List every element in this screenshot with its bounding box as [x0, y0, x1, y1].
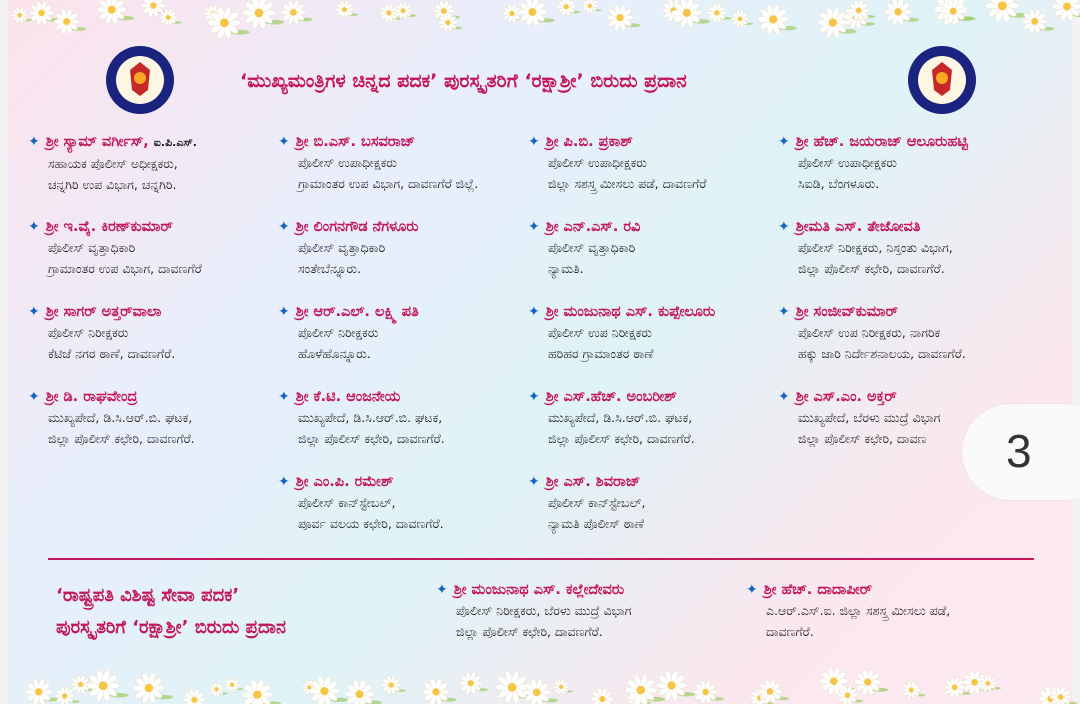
- daisy-flower-icon: [582, 0, 598, 14]
- awardee-office: ನ್ಯಾಮತಿ ಪೊಲೀಸ್ ಠಾಣೆ: [548, 516, 644, 531]
- daisy-flower-icon: [97, 0, 126, 25]
- awardee-name: ✦ ಶ್ರೀ ಎಸ್.ಹೆಚ್. ಅಂಬರೀಶ್: [528, 389, 677, 405]
- daisy-flower-icon: [25, 678, 52, 704]
- flower-border-bottom: [0, 660, 1080, 704]
- awardee-designation: ಸಹಾಯಕ ಪೊಲೀಸ್ ಅಧೀಕ್ಷಕರು,: [48, 156, 178, 171]
- daisy-flower-icon: [607, 4, 634, 31]
- daisy-flower-icon: [336, 1, 354, 19]
- awardee-name: ✦ ಶ್ರೀ ಬಿ.ಎಸ್. ಬಸವರಾಜ್: [278, 134, 416, 150]
- daisy-flower-icon: [884, 0, 912, 26]
- awardee-designation: ಮುಖ್ಯಪೇದೆ, ಡಿ.ಸಿ.ಆರ್.ಬಿ. ಘಟಕ,: [48, 410, 193, 425]
- awardee-name: ✦ ಶ್ರೀ ಪಿ.ಬಿ. ಪ್ರಕಾಶ್: [528, 134, 633, 150]
- star-bullet-icon: ✦: [528, 219, 540, 235]
- star-bullet-icon: ✦: [278, 134, 290, 150]
- star-bullet-icon: ✦: [278, 474, 290, 490]
- star-bullet-icon: ✦: [778, 134, 790, 150]
- awardee-office: ಜಿಲ್ಲಾ ಪೊಲೀಸ್ ಕಛೇರಿ, ದಾವಣಗೆರೆ.: [48, 431, 195, 446]
- daisy-flower-icon: [281, 0, 306, 25]
- page-number: 3: [1006, 425, 1032, 477]
- daisy-flower-icon: [243, 0, 276, 29]
- daisy-flower-icon: [591, 688, 614, 704]
- daisy-flower-icon: [625, 674, 657, 704]
- left-border: [0, 0, 8, 704]
- daisy-flower-icon: [518, 0, 547, 27]
- daisy-flower-icon: [817, 7, 848, 38]
- awardee-entry: [778, 217, 1023, 279]
- awardee-entry: [528, 387, 773, 449]
- awardee-name: ✦ ಶ್ರೀ ಎನ್.ಎಸ್. ರವಿ: [528, 219, 641, 235]
- awardee-office: ಜಿಲ್ಲಾ ಪೊಲೀಸ್ ಕಛೇರಿ, ದಾವಣಗೆರೆ.: [456, 624, 603, 639]
- star-bullet-icon: ✦: [28, 219, 40, 235]
- awardee-entry: [28, 132, 273, 195]
- daisy-flower-icon: [758, 4, 789, 35]
- daisy-flower-icon: [459, 672, 482, 695]
- star-bullet-icon: ✦: [28, 304, 40, 320]
- awardee-name: ✦ ಶ್ರೀ ಎಂ.ಪಿ. ರಮೇಶ್: [278, 474, 394, 490]
- daisy-flower-icon: [183, 688, 206, 704]
- awardee-designation: ಪೊಲೀಸ್ ನಿರೀಕ್ಷಕರು: [298, 325, 379, 340]
- daisy-flower-icon: [209, 682, 224, 697]
- awardee-designation: ಪೊಲೀಸ್ ಉಪಾಧೀಕ್ಷಕರು: [548, 155, 647, 170]
- awardee-name: ✦ ಶ್ರೀ ಸಂಜೀವ್‌ಕುಮಾರ್: [778, 304, 899, 320]
- daisy-flower-icon: [656, 670, 687, 701]
- awardee-name: ✦ ಶ್ರೀ ಮಂಜುನಾಥ ಎಸ್. ಕುಪ್ಪೇಲೂರು: [528, 304, 716, 320]
- awardee-name: ✦ ಶ್ರೀ ಸಾಗರ್ ಅತ್ತರ್‌ವಾಲಾ: [28, 304, 162, 320]
- awardee-name: ✦ ಶ್ರೀ ಹೆಚ್. ದಾದಾಪೀರ್: [746, 582, 873, 598]
- awardee-entry: [528, 472, 773, 534]
- awardee-office: ನ್ಯಾಮತಿ.: [548, 261, 584, 276]
- awardee-name: ✦ ಶ್ರೀ ಕೆ.ಟಿ. ಆಂಜನೇಯ: [278, 389, 401, 405]
- daisy-flower-icon: [986, 0, 1019, 23]
- daisy-flower-icon: [731, 10, 748, 27]
- awardee-designation: ಪೊಲೀಸ್ ಉಪ ನಿರೀಕ್ಷಕರು, ನಾಗರಿಕ: [798, 325, 941, 340]
- daisy-flower-icon: [87, 669, 120, 702]
- awardee-office: ಸಿಐಡಿ, ಬೆಂಗಳೂರು.: [798, 176, 880, 191]
- flower-border-top: [0, 0, 1080, 46]
- star-bullet-icon: ✦: [528, 474, 540, 490]
- awardee-entry: [436, 580, 681, 642]
- awardee-designation: ಪೊಲೀಸ್ ಕಾನ್‌ಸ್ಟೇಬಲ್,: [298, 495, 396, 510]
- awardee-entry: [28, 217, 273, 279]
- awardee-designation: ಪೊಲೀಸ್ ನಿರೀಕ್ಷಕರು, ಬೆರಳು ಮುದ್ರೆ ವಿಭಾಗ: [456, 603, 632, 618]
- awardee-entry: [28, 387, 273, 449]
- awardee-entry: [778, 302, 1023, 364]
- daisy-flower-icon: [672, 0, 703, 28]
- star-bullet-icon: ✦: [778, 219, 790, 235]
- daisy-flower-icon: [1022, 8, 1048, 34]
- bottom-title-line2: ಪುರಸ್ಕೃತರಿಗೆ ‘ರಕ್ಷಾಶ್ರೀ’ ಬಿರುದು ಪ್ರದಾನ: [56, 617, 286, 638]
- awardee-entry: [278, 472, 523, 534]
- awardee-entry: [778, 132, 1023, 194]
- awardee-designation: ಎ.ಆರ್.ಎಸ್.ಐ. ಜಿಲ್ಲಾ ಸಶಸ್ತ್ರ ಮೀಸಲು ಪಡೆ,: [766, 603, 951, 618]
- awardee-office: ಹರಿಹರ ಗ್ರಾಮಾಂತರ ಠಾಣೆ: [548, 346, 654, 361]
- awardee-designation: ಪೊಲೀಸ್ ನಿರೀಕ್ಷಕರು: [48, 325, 129, 340]
- awardee-name: ✦ ಶ್ರೀ ಆರ್.ಎಲ್. ಲಕ್ಷ್ಮಿ ಪತಿ: [278, 304, 419, 320]
- awardee-designation: ಪೊಲೀಸ್ ವೃತ್ತಾಧಿಕಾರಿ: [548, 240, 636, 255]
- awardee-designation: ಪೊಲೀಸ್ ನಿರೀಕ್ಷಕರು, ನಿಸ್ತಂತು ವಿಭಾಗ,: [798, 240, 953, 255]
- awardee-entry: [278, 217, 523, 279]
- awardee-office: ಗ್ರಾಮಾಂತರ ಉಪ ವಿಭಾಗ, ದಾವಣಗೆರೆ ಜಿಲ್ಲೆ.: [298, 176, 479, 191]
- star-bullet-icon: ✦: [528, 389, 540, 405]
- daisy-flower-icon: [496, 671, 529, 704]
- daisy-flower-icon: [29, 1, 53, 26]
- awardee-office: ಜಿಲ್ಲಾ ಸಶಸ್ತ್ರ ಮೀಸಲು ಪಡೆ, ದಾವಣಗೆರೆ: [548, 176, 707, 191]
- star-bullet-icon: ✦: [278, 389, 290, 405]
- awardee-office: ದಾವಣಗೆರೆ.: [766, 624, 814, 639]
- awardee-name: ✦ ಶ್ರೀ ಮಂಜುನಾಥ ಎಸ್. ಕಲ್ಲೇದೇವರು: [436, 582, 625, 598]
- police-emblem-right-icon: [906, 44, 978, 116]
- daisy-flower-icon: [225, 677, 240, 692]
- awardee-entry: [746, 580, 991, 642]
- awardee-entry: [278, 132, 523, 194]
- bottom-title-line1: ‘ರಾಷ್ಟ್ರಪತಿ ವಿಶಿಷ್ಟ ಸೇವಾ ಪದಕ’: [56, 585, 240, 606]
- awardee-designation: ಪೊಲೀಸ್ ಉಪಾಧೀಕ್ಷಕರು: [798, 155, 897, 170]
- awardee-entry: [528, 132, 773, 194]
- bottom-section-title: [56, 580, 286, 644]
- awardee-entry: [278, 387, 523, 449]
- daisy-flower-icon: [854, 668, 881, 695]
- awardee-office: ಜಿಲ್ಲಾ ಪೊಲೀಸ್ ಕಛೇರಿ, ದಾವಣಗೆರೆ.: [298, 431, 445, 446]
- awardee-name: ✦ ಶ್ರೀ ಡಿ. ರಾಘವೇಂದ್ರ: [28, 389, 138, 405]
- daisy-flower-icon: [11, 7, 28, 24]
- awardee-entry: [528, 217, 773, 279]
- daisy-flower-icon: [309, 676, 340, 704]
- daisy-flower-icon: [55, 686, 75, 704]
- awardee-name: ✦ ಶ್ರೀ ಸ್ಯಾಮ್ ವರ್ಗೀಸ್, ಐ.ಪಿ.ಎಸ್.: [28, 134, 197, 150]
- awardee-designation: ಪೊಲೀಸ್ ಕಾನ್‌ಸ್ಟೇಬಲ್,: [548, 495, 646, 510]
- awardee-name: ✦ ಶ್ರೀ ಇ.ವೈ. ಕಿರಣ್‌ಕುಮಾರ್: [28, 219, 173, 235]
- awardee-designation: ಪೊಲೀಸ್ ವೃತ್ತಾಧಿಕಾರಿ: [298, 240, 386, 255]
- awardee-office: ಜಿಲ್ಲಾ ಪೊಲೀಸ್ ಕಛೇರಿ, ದಾವಣ: [798, 431, 927, 446]
- daisy-flower-icon: [141, 0, 165, 18]
- star-bullet-icon: ✦: [436, 582, 448, 598]
- star-bullet-icon: ✦: [528, 304, 540, 320]
- police-emblem-left-icon: [104, 44, 176, 116]
- awardee-office: ಹಕ್ಕು ಜಾರಿ ನಿರ್ದೇಶನಾಲಯ, ದಾವಣಗೆರೆ.: [798, 346, 966, 361]
- awardee-office: ಪೂರ್ವ ವಲಯ ಕಛೇರಿ, ದಾವಣಗೆರೆ.: [298, 516, 444, 531]
- awardee-name: ✦ ಶ್ರೀ ಎಸ್.ಎಂ. ಅಕ್ತರ್: [778, 389, 897, 405]
- awardee-designation: ಮುಖ್ಯಪೇದೆ, ಬೆರಳು ಮುದ್ರೆ ವಿಭಾಗ: [798, 410, 941, 425]
- star-bullet-icon: ✦: [778, 304, 790, 320]
- awardee-entry: [528, 302, 773, 364]
- star-bullet-icon: ✦: [278, 304, 290, 320]
- awardee-entry: [278, 302, 523, 364]
- daisy-flower-icon: [422, 678, 449, 704]
- daisy-flower-icon: [345, 679, 375, 704]
- star-bullet-icon: ✦: [746, 582, 758, 598]
- awardee-office: ಜಿಲ್ಲಾ ಪೊಲೀಸ್ ಕಛೇರಿ, ದಾವಣಗೆರೆ.: [798, 261, 945, 276]
- awardee-office: ಕೆಟಿಜೆ ನಗರ ಠಾಣೆ, ದಾವಣಗೆರೆ.: [48, 346, 176, 361]
- awardee-office: ಸಂತೇಬೆನ್ನೂರು.: [298, 261, 362, 276]
- awardee-entry: [28, 302, 273, 364]
- daisy-flower-icon: [944, 677, 965, 698]
- poster-title: ‘ಮುಖ್ಯಮಂತ್ರಿಗಳ ಚಿನ್ನದ ಪದಕ’ ಪುರಸ್ಕೃತರಿಗೆ ‘ರಕ್ಷಾಶ್ರೀ’ ಬಿರುದು ಪ್ರದಾನ: [240, 70, 687, 92]
- page-number-badge: [962, 404, 1080, 500]
- daisy-flower-icon: [902, 681, 920, 700]
- daisy-flower-icon: [707, 3, 727, 23]
- awardee-name: ✦ ಶ್ರೀ ಲಿಂಗನಗೌಡ ನೆಗಳೂರು: [278, 219, 419, 235]
- awardee-office: ಗ್ರಾಮಾಂತರ ಉಪ ವಿಭಾಗ, ದಾವಣಗೆರೆ: [48, 261, 202, 276]
- awardee-name: ✦ ಶ್ರೀ ಎಸ್. ಶಿವರಾಜ್: [528, 474, 641, 490]
- daisy-flower-icon: [394, 2, 412, 20]
- awardee-designation: ಪೊಲೀಸ್ ವೃತ್ತಾಧಿಕಾರಿ: [48, 240, 136, 255]
- daisy-flower-icon: [54, 9, 80, 35]
- star-bullet-icon: ✦: [528, 134, 540, 150]
- awardee-designation: ಪೊಲೀಸ್ ಉಪಾಧೀಕ್ಷಕರು: [298, 155, 397, 170]
- awardee-designation: ಮುಖ್ಯಪೇದೆ, ಡಿ.ಸಿ.ಆರ್.ಬಿ. ಘಟಕ,: [298, 410, 443, 425]
- daisy-flower-icon: [133, 672, 165, 704]
- star-bullet-icon: ✦: [28, 134, 40, 150]
- daisy-flower-icon: [523, 678, 551, 704]
- star-bullet-icon: ✦: [278, 219, 290, 235]
- right-border: [1072, 0, 1080, 704]
- awardee-designation: ಪೊಲೀಸ್ ಉಪ ನಿರೀಕ್ಷಕರು: [548, 325, 652, 340]
- awardee-office: ಜಿಲ್ಲಾ ಪೊಲೀಸ್ ಕಛೇರಿ, ದಾವಣಗೆರೆ.: [548, 431, 695, 446]
- daisy-flower-icon: [553, 679, 569, 695]
- awardee-designation: ಮುಖ್ಯಪೇದೆ, ಡಿ.ಸಿ.ಆರ್.ಬಿ. ಘಟಕ,: [548, 410, 693, 425]
- awardee-name: ✦ ಶ್ರೀ ಹೆಚ್. ಜಯರಾಜ್ ಆಲೂರುಹಟ್ಟಿ: [778, 134, 968, 150]
- daisy-flower-icon: [242, 679, 273, 704]
- star-bullet-icon: ✦: [28, 389, 40, 405]
- awardee-office: ಚನ್ನಗಿರಿ ಉಪ ವಿಭಾಗ, ಚನ್ನಗಿರಿ.: [48, 177, 177, 192]
- daisy-flower-icon: [557, 0, 576, 16]
- section-divider: [48, 558, 1034, 560]
- daisy-flower-icon: [381, 675, 401, 695]
- star-bullet-icon: ✦: [778, 389, 790, 405]
- awardee-office: ಹೊಳೆಹೊನ್ನೂರು.: [298, 346, 371, 361]
- awardee-name: ✦ ಶ್ರೀಮತಿ ಎಸ್. ತೇಜೋವತಿ: [778, 219, 921, 235]
- daisy-flower-icon: [1052, 0, 1080, 21]
